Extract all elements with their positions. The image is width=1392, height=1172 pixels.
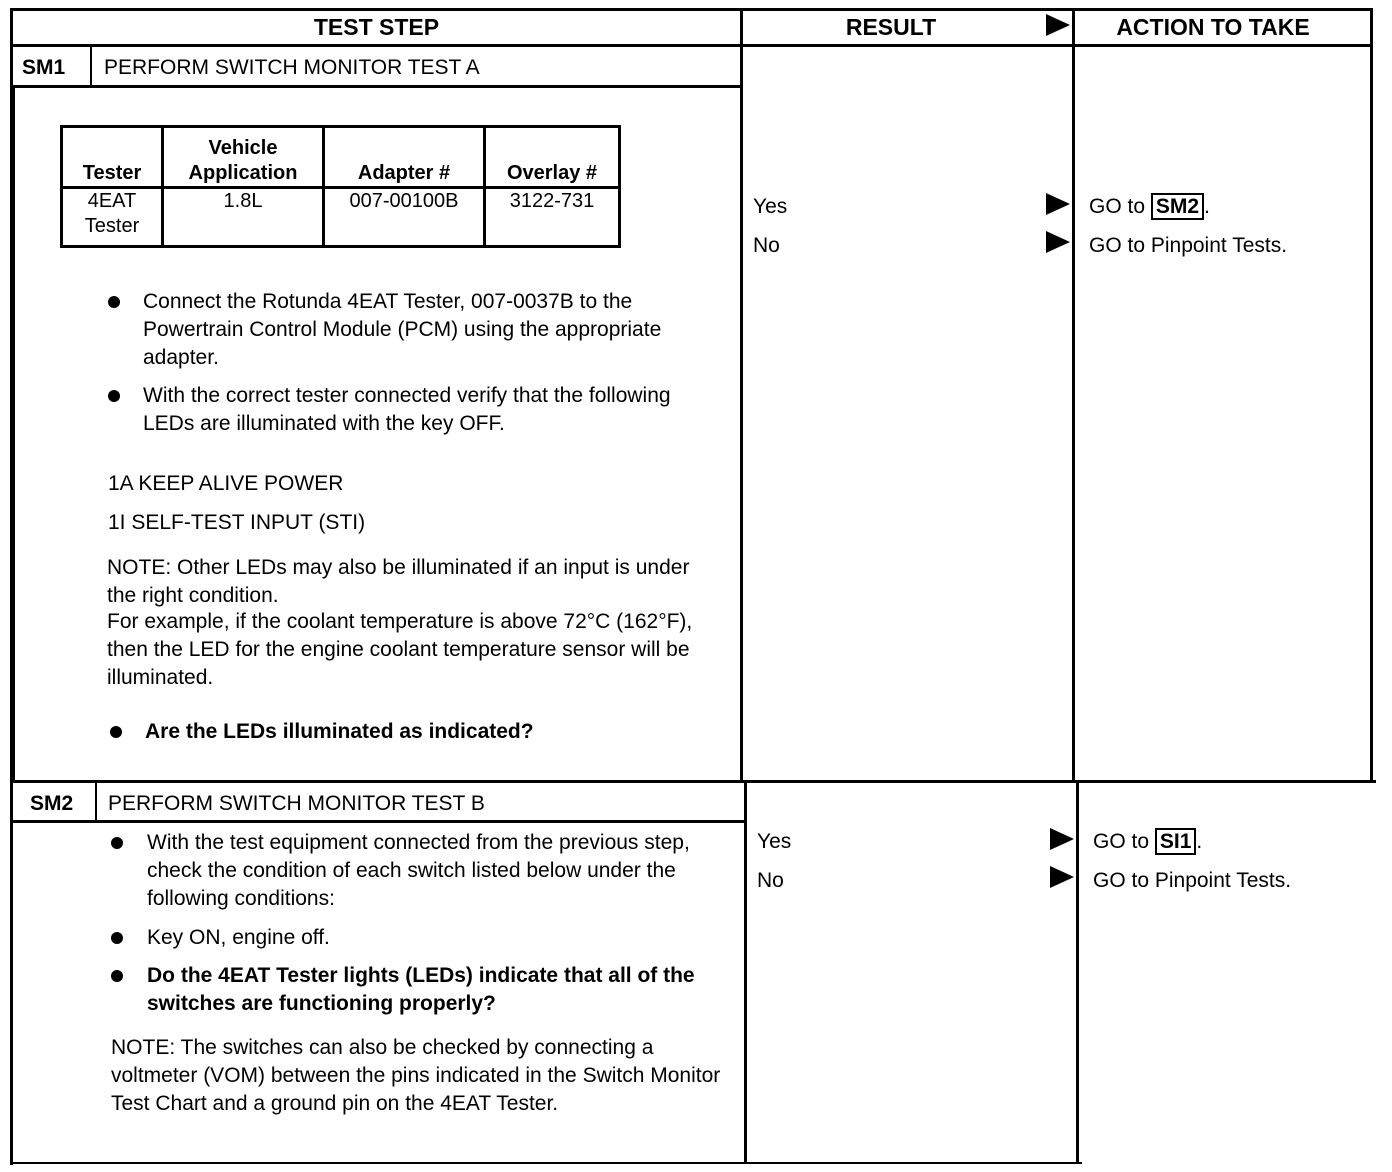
sm2-bullet-3: Do the 4EAT Tester lights (LEDs) indicate that all of the switches are functioning properly? <box>147 964 695 1015</box>
arrow-right-icon <box>1046 231 1070 253</box>
sm1-action-yes <box>1089 193 1210 221</box>
sm1-action-no: GO to Pinpoint Tests. <box>1089 234 1288 257</box>
arrow-right-icon <box>1050 828 1074 850</box>
sm1-result-no: No <box>753 234 780 257</box>
sm1-adapter-table <box>60 125 621 248</box>
sm1-title-bottom <box>10 85 743 88</box>
sm1-led-2: 1I SELF-TEST INPUT (STI) <box>108 511 366 534</box>
table-header-vehicle-application: Vehicle Application <box>163 127 324 188</box>
go-to-prefix: GO to <box>1089 195 1146 218</box>
sm1-id: SM1 <box>22 56 66 79</box>
sm1-title: PERFORM SWITCH MONITOR TEST A <box>104 56 480 79</box>
frame-top <box>10 8 1372 11</box>
sm1-left-inner <box>13 87 15 782</box>
col-divider-1 <box>740 8 743 783</box>
table-header-overlay: Overlay # <box>485 127 620 188</box>
sm1-example: For example, if the coolant temperature is above 72°C (162°F), then the LED for the engine coolant temperature sensor will be illuminated. <box>107 610 693 689</box>
sm1-bullet-1: Connect the Rotunda 4EAT Tester, 007-0037B to the Powertrain Control Module (PCM) using the appropriate adapter. <box>143 290 662 369</box>
table-cell-overlay: 3122-731 <box>485 188 620 247</box>
table-cell-adapter: 007-00100B <box>324 188 485 247</box>
go-to-prefix: GO to <box>1093 830 1150 853</box>
bullet-icon <box>108 296 120 308</box>
table-cell-vehicle: 1.8L <box>163 188 324 247</box>
header-test-step: TEST STEP <box>313 14 440 40</box>
bullet-icon <box>108 390 120 402</box>
sm2-action-no: GO to Pinpoint Tests. <box>1093 869 1292 892</box>
bullet-icon <box>111 837 123 849</box>
sm2-bullet-1: With the test equipment connected from the previous step, check the condition of each switch listed below under the following conditions: <box>147 831 690 910</box>
sm1-id-divider <box>90 44 92 87</box>
sm2-action-yes <box>1093 828 1202 856</box>
table-header-adapter: Adapter # <box>324 127 485 188</box>
bullet-icon <box>111 932 123 944</box>
bullet-icon <box>111 970 123 982</box>
header-result: RESULT <box>845 14 937 40</box>
go-to-suffix: . <box>1196 830 1203 853</box>
bullet-icon <box>110 726 122 738</box>
sm2-note: NOTE: The switches can also be checked by connecting a voltmeter (VOM) between the pins indicated in the Switch Monitor Test Chart and a ground pin on the 4EAT Tester. <box>111 1036 721 1115</box>
arrow-right-icon <box>1050 866 1074 888</box>
sm2-result-no: No <box>757 869 784 892</box>
sm2-reference-link[interactable]: SM2 <box>1151 193 1204 220</box>
sm2-title-bottom <box>10 820 747 823</box>
col-divider-2 <box>1072 8 1075 783</box>
sm2-id-divider <box>95 782 97 822</box>
header-arrow-icon <box>1046 14 1070 36</box>
table-header-row <box>62 127 620 188</box>
sm1-question: Are the LEDs illuminated as indicated? <box>145 720 534 743</box>
sm1-led-1: 1A KEEP ALIVE POWER <box>108 472 344 495</box>
sm2-result-yes: Yes <box>757 830 792 853</box>
row-divider <box>10 780 1376 783</box>
table-row <box>62 188 620 247</box>
go-to-suffix: . <box>1204 195 1210 218</box>
arrow-right-icon <box>1046 193 1070 215</box>
sm1-bullet-2: With the correct tester connected verify that the following LEDs are illuminated with the key OFF. <box>143 384 671 435</box>
header-action: ACTION TO TAKE <box>1116 14 1310 40</box>
col-divider-1b <box>744 782 747 1164</box>
sm2-id: SM2 <box>30 792 74 815</box>
header-bottom <box>10 44 1372 47</box>
sm2-bullet-2: Key ON, engine off. <box>147 926 330 949</box>
sm1-result-yes: Yes <box>753 195 788 218</box>
col-divider-2b <box>1076 782 1079 1164</box>
frame-bottom <box>10 1162 1082 1164</box>
si1-reference-link[interactable]: SI1 <box>1155 828 1197 855</box>
sm2-title: PERFORM SWITCH MONITOR TEST B <box>108 792 485 815</box>
sm1-note: NOTE: Other LEDs may also be illuminated if an input is under the right condition. <box>107 556 690 607</box>
table-cell-tester: 4EAT Tester <box>62 188 163 247</box>
frame-right <box>1370 8 1373 783</box>
table-header-tester: Tester <box>62 127 163 188</box>
